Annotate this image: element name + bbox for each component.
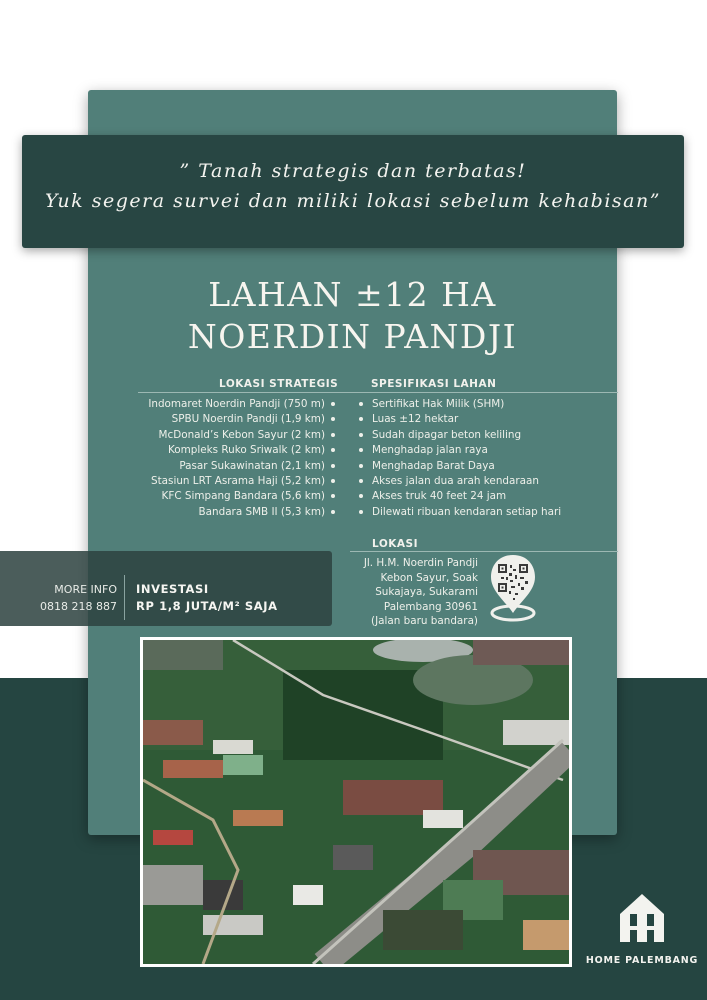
house-h-logo-icon	[616, 890, 668, 946]
list-item	[148, 397, 335, 412]
list-item	[359, 474, 561, 489]
list-item-text: Indomaret Noerdin Pandji (750 m)	[148, 398, 325, 410]
price-text: RP 1,8 JUTA/M² SAJA	[136, 599, 278, 613]
brand-name: HOME PALEMBANG	[585, 955, 699, 966]
list-item	[359, 397, 561, 412]
lokasi-heading: LOKASI	[372, 538, 418, 550]
contact-block	[40, 581, 117, 615]
investasi-label: INVESTASI	[136, 582, 209, 596]
aerial-satellite-image	[143, 640, 569, 964]
list-item-text: Akses truk 40 feet 24 jam	[372, 490, 507, 503]
list-item-text: Sudah dipagar beton keliling	[372, 428, 522, 441]
list-item-text: SPBU Noerdin Pandji (1,9 km)	[171, 413, 325, 426]
list-item-text: Kompleks Ruko Sriwalk (2 km)	[167, 444, 325, 457]
bullet-icon	[331, 494, 335, 498]
list-item	[359, 412, 561, 427]
list-item-text: Sertifikat Hak Milik (SHM)	[372, 398, 505, 410]
list-item	[359, 459, 561, 474]
list-item-text: Stasiun LRT Asrama Haji (5,2 km)	[151, 475, 325, 488]
info-divider	[124, 575, 125, 620]
address-line: Palembang 30961	[383, 600, 478, 613]
phone-number[interactable]: 0818 218 887	[40, 600, 117, 613]
bullet-icon	[331, 510, 335, 514]
list-item	[148, 412, 335, 427]
bullet-icon	[331, 417, 335, 421]
list-item	[359, 505, 561, 520]
list-item	[148, 459, 335, 474]
bullet-icon	[359, 494, 363, 498]
quote-banner	[22, 135, 684, 248]
bullet-icon	[331, 448, 335, 452]
list-item	[148, 443, 335, 458]
list-item	[359, 428, 561, 443]
address-line: Jl. H.M. Noerdin Pandji	[363, 557, 478, 569]
lokasi-strategis-heading: LOKASI STRATEGIS	[219, 378, 339, 390]
bullet-icon	[359, 464, 363, 468]
list-item	[148, 489, 335, 504]
list-item-text: Pasar Sukawinatan (2,1 km)	[179, 459, 325, 472]
list-item-text: McDonald’s Kebon Sayur (2 km)	[158, 428, 325, 441]
title-line-1: LAHAN ±12 HA	[208, 275, 497, 314]
bullet-icon	[359, 417, 363, 421]
bullet-icon	[359, 479, 363, 483]
lokasi-divider	[350, 551, 618, 552]
list-item	[148, 474, 335, 489]
bullet-icon	[359, 402, 363, 406]
list-item-text: Bandara SMB II (5,3 km)	[198, 505, 325, 518]
quote-line-1: ” Tanah strategis dan terbatas!	[179, 160, 527, 182]
more-info-label: MORE INFO	[54, 583, 117, 596]
list-item-text: Akses jalan dua arah kendaraan	[372, 475, 539, 488]
list-item	[148, 428, 335, 443]
lokasi-strategis-list	[148, 397, 335, 520]
title-line-2: NOERDIN PANDJI	[187, 317, 518, 356]
list-item	[359, 489, 561, 504]
address-line: (Jalan baru bandara)	[371, 615, 478, 627]
quote-line-2: Yuk segera survei dan miliki lokasi sebelum kehabisan”	[45, 190, 661, 212]
address-block	[364, 556, 478, 629]
bullet-icon	[359, 433, 363, 437]
list-item-text: Dilewati ribuan kendaran setiap hari	[372, 505, 562, 518]
bullet-icon	[331, 479, 335, 483]
bullet-icon	[359, 448, 363, 452]
price-block	[136, 581, 278, 615]
contact-price-bar	[0, 551, 332, 626]
list-item-text: Luas ±12 hektar	[372, 413, 459, 426]
list-item-text: Menghadap Barat Daya	[372, 459, 495, 472]
bullet-icon	[331, 464, 335, 468]
bullet-icon	[331, 433, 335, 437]
list-item	[359, 443, 561, 458]
section-divider	[138, 392, 618, 393]
list-item-text: Menghadap jalan raya	[372, 444, 488, 457]
address-line: Sukajaya, Sukarami	[375, 586, 478, 598]
bullet-icon	[359, 510, 363, 514]
qr-location-pin-icon[interactable]	[489, 553, 537, 623]
spesifikasi-lahan-list	[359, 397, 561, 520]
home-palembang-logo	[582, 890, 702, 966]
list-item-text: KFC Simpang Bandara (5,6 km)	[161, 490, 325, 503]
address-line: Kebon Sayur, Soak	[380, 571, 478, 584]
list-item	[148, 505, 335, 520]
spesifikasi-lahan-heading: SPESIFIKASI LAHAN	[371, 378, 497, 390]
aerial-photo	[140, 637, 572, 967]
bullet-icon	[331, 402, 335, 406]
